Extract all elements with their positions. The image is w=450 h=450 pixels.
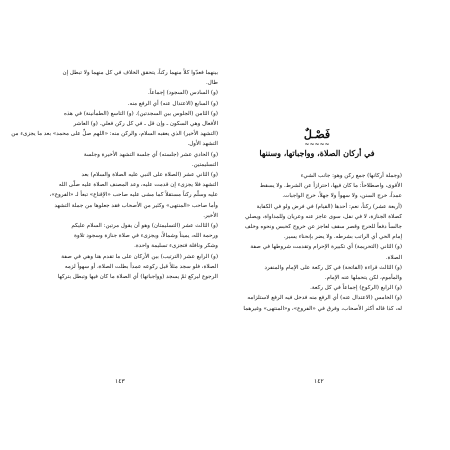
section-heading [232,128,402,147]
text-line: جالساً دفعاً للحرج وقصر سقف لعاجز عن خروج كحبس ونحوه وخلف [244,224,402,231]
text-line: ورحمة الله، يميناً وشمالاً، ويجزىء في صلاة جنازة وسجود تلاوة [74,233,218,240]
text-line: الأقوى، واصطلاحاً: ما كان فيها، احترازاً عن الشرط. ولا يسقط [259,183,402,190]
text-line: وشكر ونافلة فتجزىء تسليمة واحدة. [134,243,218,250]
text-line: (التشهد الأخير) الذي يعقبه السلام، والركن منه: «اللهم صلِّ على محمد» بعد ما يجزىء من [11,131,218,138]
text-line: إمام الحي أي الراتب بشرطه. ولا يضر بإنحناء يسير. [283,234,402,241]
text-line: طال. [206,80,218,87]
text-line: بينهما فعدّوا كلاً منهما ركناً، يتحقق الخلاف في كل منهما ولا تبطل إن [62,70,218,76]
text-line: عمداً، خرج السنن، ولا سهواً ولا جهلاً، خرج الواجبات. [282,193,402,200]
text-line: عليه وسلّم ركناً مستقلاً كما مشى عليه صاحب «الإقناع» تبعاً لـ «الفروع»، [49,192,218,199]
text-line: الأخير. [203,212,218,219]
text-line: (و) الخامس (الاعتدال عنه) أي الرفع منه فدخل فيه الرفع لاستلزامه [247,295,402,302]
heading-ornament: ~~~~~ [304,141,330,148]
text-line: (و) الحادي عشر (جلسته) أي جلسة التشهد الأخيرة وجلسة [83,151,218,158]
text-line: (و) الثالث عشر (التسليمتان) وهو أن يقول مرتين: السلام عليكم [71,223,218,230]
text-line: (و) الثالث قراءة (الفاتحة) في كل ركعة على الإمام والمنفرد [264,264,402,271]
text-line: له، كذا قاله أكثر الأصحاب، وفرق في «الفروع»، و«المنتهى» وغيرهما [243,305,402,312]
page-number-left: ١٤٣ [115,378,125,385]
text-line: الرجوع ليركع ثمّ يسجد (وواجباتها) أي الصلاة ما كان فيها وتبطل بتركها [57,274,218,281]
text-line: (و) الرابع عشر (الترتيب) بين الأركان على ما تقدم هنا وهي في صفة [61,253,218,260]
right-page-text [232,128,402,314]
text-line: الصلاة. [385,254,402,261]
text-line: والمأموم، لكن يتحملها عنه الإمام. [324,275,402,282]
left-page-text [11,68,218,282]
text-line: وأما صاحب «المنتهى» وكثير من الأصحاب فقد جعلوها من جملة التشهد [54,202,218,209]
text-line: التسليمتين. [191,161,218,168]
text-line: التشهد فلا يجزىء إن قدمت عليه، وعد المصنف الصلاة عليه صلّى الله [58,182,218,189]
text-line: (و) الرابع (الركوع) إجماعاً في كل ركعة. [310,285,402,292]
text-line: (وجملة أركانها) جمع ركن وهو: جانب الشيء [300,173,402,179]
text-line: (و) السادس (السجود) إجماعاً. [147,90,218,97]
text-line: كصلاة الجنازة، لا في نفل، سوى عاجز عنه وعريان وللمداواة، ويصلي [245,213,402,220]
text-line: (و) السابع (الاعتدال عنه) أي الرفع منه. [127,100,218,107]
text-line: الصلاة، فلو سجد مثلاً قبل ركوعه عمداً بطلت الصلاة، أو سهواً لزمه [64,263,218,270]
text-line: التشهد الأول. [187,141,218,148]
text-line: الأفعال وهي السكون ـ وإن قل ـ في كل ركن فعلي. (و) العاشر [73,121,218,128]
text-line: (و) الثامن (الجلوس بين السجدتين). (و) التاسع (الطمأنينة) في هذه [64,110,218,117]
section-label: فَصْـلٌ [303,128,331,141]
page-number-right: ١٤٢ [314,378,324,385]
text-line: (و) الثاني عشر (الصلاة على النبي عليه الصلاة والسلام) بعد [81,172,218,179]
section-title: في أركان الصلاة، وواجباتها، وسننها [259,148,375,158]
text-line: (و) الثاني (التحريمة) أي تكبيرة الإحرام وتقدمت شروطها في صفة [250,244,402,251]
text-line: (أربعة عشر) ركناً، نعم: أحدها (القيام) في فرض ولو في الكفاية [256,203,402,210]
